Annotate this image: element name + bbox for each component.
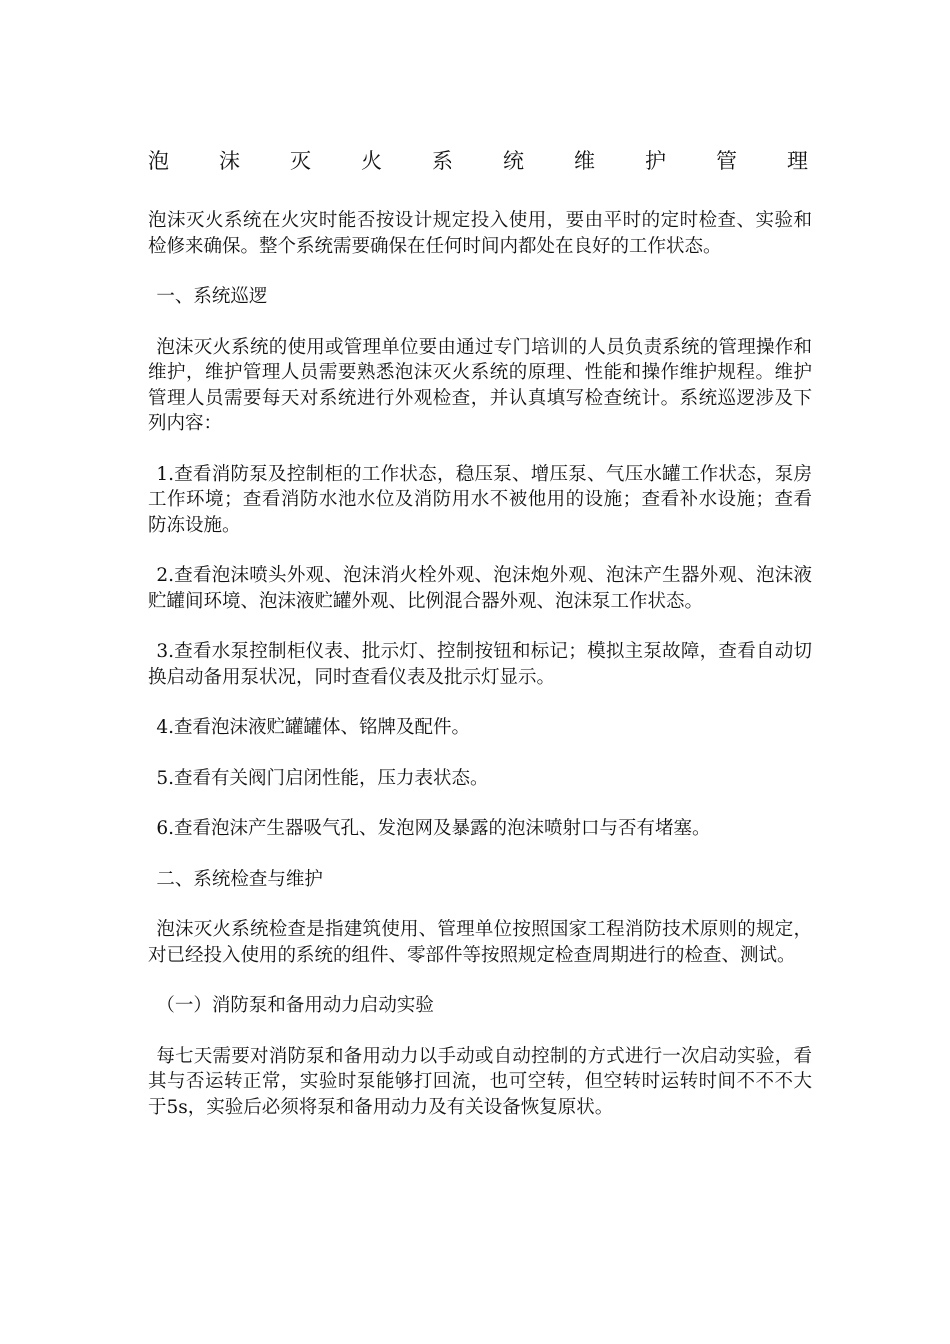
intro-paragraph: 泡沫灭火系统在火灾时能否按设计规定投入使用，要由平时的定时检查、实验和检修来确保。整个系统需要确保在任何时间内都处在良好的工作状态。 [148,210,812,257]
list-item: 2.查看泡沫喷头外观、泡沫消火栓外观、泡沫炮外观、泡沫产生器外观、泡沫液贮罐间环境、泡沫液贮罐外观、比例混合器外观、泡沫泵工作状态。 [148,565,812,612]
document-body [148,208,812,1145]
title-char: 火 [361,149,382,173]
title-char: 泡 [148,149,169,173]
title-char: 理 [787,149,808,173]
list-item: 5.查看有关阀门启闭性能，压力表状态。 [156,767,489,789]
title-char: 沫 [219,149,240,173]
title-char: 统 [503,149,524,173]
list-item: 3.查看水泵控制柜仪表、批示灯、控制按钮和标记；模拟主泵故障，查看自动切换启动备用泵状况，同时查看仪表及批示灯显示。 [148,641,812,688]
list-item: 4.查看泡沫液贮罐罐体、铭牌及配件。 [156,717,470,738]
section-heading: 一、系统巡逻 [156,286,268,307]
title-char: 灭 [290,149,311,173]
page-title [148,146,808,176]
list-item: 1.查看消防泵及控制柜的工作状态，稳压泵、增压泵、气压水罐工作状态，泵房工作环境；查看消防水池水位及消防用水不被他用的设施；查看补水设施；查看防冻设施。 [148,463,812,536]
list-item: 6.查看泡沫产生器吸气孔、发泡网及暴露的泡沫喷射口与否有堵塞。 [156,818,711,839]
subsection-heading: （一）消防泵和备用动力启动实验 [156,995,434,1016]
body-paragraph: 泡沫灭火系统检查是指建筑使用、管理单位按照国家工程消防技术原则的规定，对已经投入使用的系统的组件、零部件等按照规定检查周期进行的检查、测试。 [148,919,812,966]
title-char: 管 [716,149,737,173]
body-paragraph: 每七天需要对消防泵和备用动力以手动或自动控制的方式进行一次启动实验，看其与否运转正常，实验时泵能够打回流，也可空转，但空转时运转时间不不不大于5s，实验后必须将泵和备用动力及有关设备恢复原状。 [148,1045,812,1118]
body-paragraph: 泡沫灭火系统的使用或管理单位要由通过专门培训的人员负责系统的管理操作和维护，维护管理人员需要熟悉泡沫灭火系统的原理、性能和操作维护规程。维护管理人员需要每天对系统进行外观检查，并认真填写检查统计。系统巡逻涉及下列内容： [148,336,812,434]
title-char: 系 [432,149,453,173]
title-char: 护 [645,149,666,173]
section-heading: 二、系统检查与维护 [156,868,323,890]
title-char: 维 [574,149,595,173]
